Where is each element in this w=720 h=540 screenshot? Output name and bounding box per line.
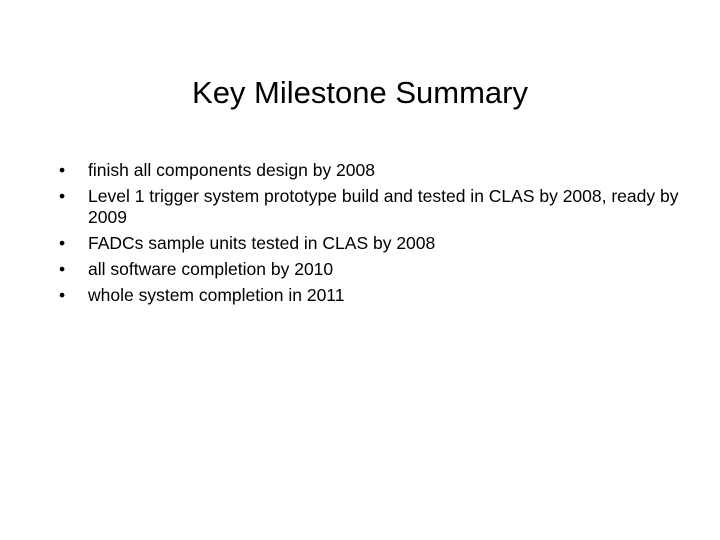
bullet-item <box>59 233 679 254</box>
bullet-item <box>59 259 679 280</box>
bullet-text: finish all components design by 2008 <box>88 160 375 180</box>
slide-title: Key Milestone Summary <box>192 75 528 110</box>
bullet-dot-icon: • <box>59 186 66 206</box>
bullet-text: Level 1 trigger system prototype build and tested in CLAS by 2008, ready by 2009 <box>88 186 679 227</box>
bullet-dot-icon: • <box>59 160 66 180</box>
bullet-dot-icon: • <box>59 233 66 253</box>
bullet-list <box>59 160 679 311</box>
bullet-text: whole system completion in 2011 <box>88 285 345 305</box>
bullet-dot-icon: • <box>59 285 66 305</box>
bullet-dot-icon: • <box>59 259 66 279</box>
bullet-item <box>59 160 679 181</box>
bullet-text: FADCs sample units tested in CLAS by 2008 <box>88 233 436 253</box>
bullet-item <box>59 186 679 228</box>
bullet-text: all software completion by 2010 <box>88 259 334 279</box>
bullet-item <box>59 285 679 306</box>
